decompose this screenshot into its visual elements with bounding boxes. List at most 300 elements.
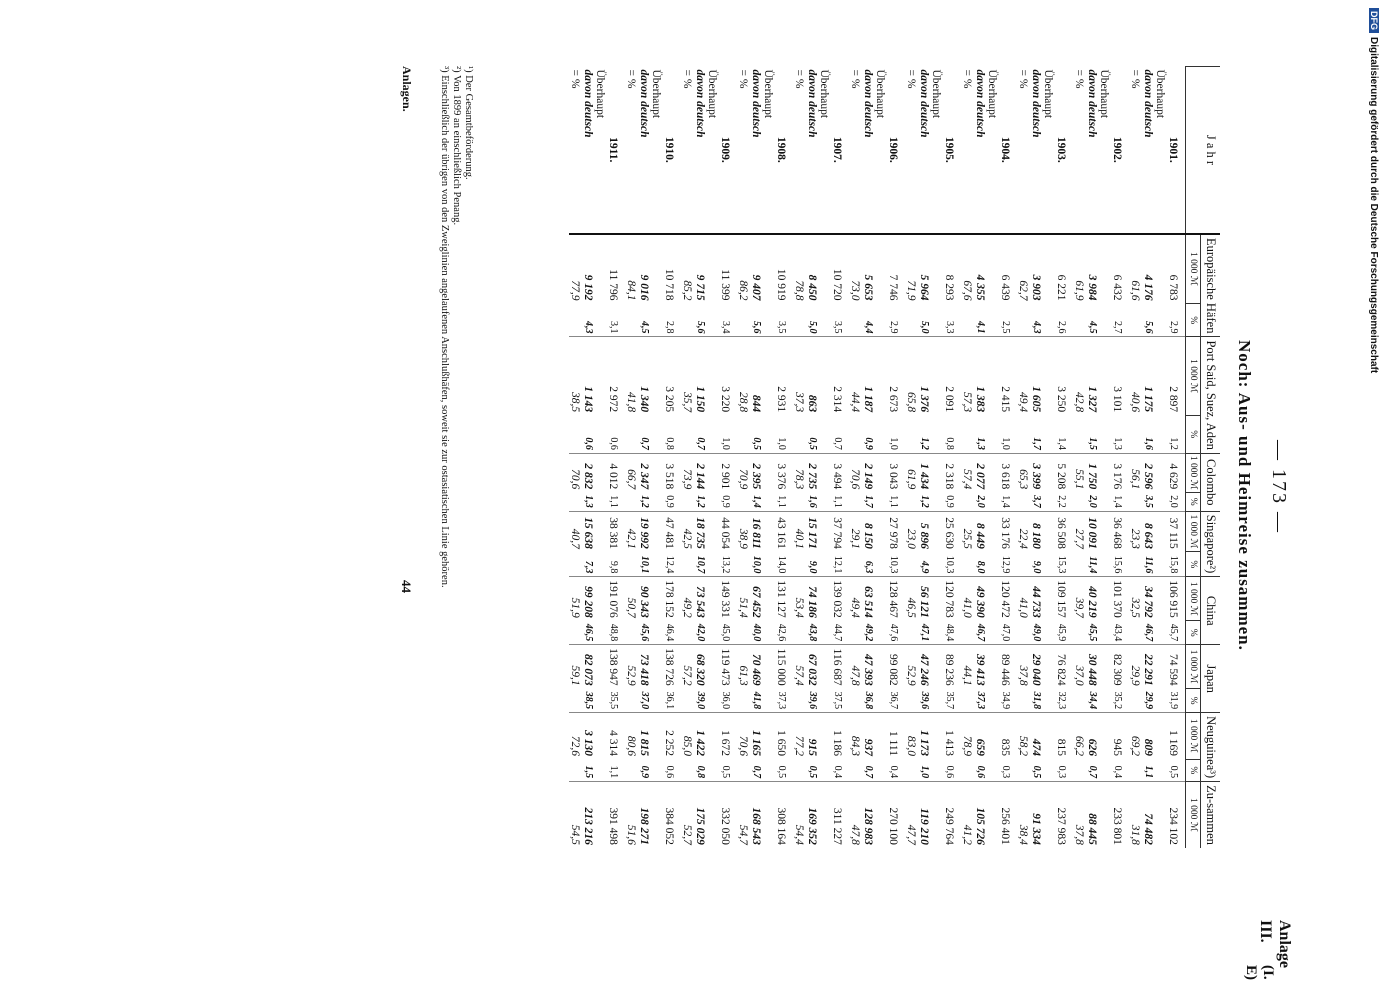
table-cell: 6 432 bbox=[1098, 234, 1129, 303]
table-cell: 27,7 bbox=[1073, 511, 1086, 552]
table-row bbox=[1017, 67, 1030, 848]
table-cell bbox=[961, 415, 974, 453]
footnote-2: ²) Von 1899 an einschließlich Penang. bbox=[451, 66, 462, 226]
table-cell: 2 931 bbox=[762, 337, 793, 415]
table-cell: 945 bbox=[1098, 713, 1129, 759]
table-cell: 25 630 bbox=[930, 511, 961, 552]
table-cell bbox=[1129, 621, 1142, 645]
table-cell: 1 413 bbox=[930, 713, 961, 759]
row-label bbox=[1086, 67, 1099, 235]
table-cell: 47,0 bbox=[1000, 623, 1011, 642]
row-label bbox=[849, 67, 862, 235]
table-cell bbox=[961, 303, 974, 336]
table-cell: 52,9 bbox=[905, 645, 918, 689]
table-cell: 30 448 bbox=[1086, 645, 1099, 689]
table-cell: 48,4 bbox=[944, 623, 955, 642]
table-cell: 47,8 bbox=[849, 645, 862, 689]
table-cell: 10,0 bbox=[751, 555, 762, 574]
table-cell: 41,8 bbox=[625, 337, 638, 415]
table-cell bbox=[905, 689, 918, 713]
table-cell: 49,2 bbox=[681, 577, 694, 621]
table-cell: 3 250 bbox=[1042, 337, 1073, 415]
table-cell: 4,5 bbox=[639, 320, 650, 334]
table-cell: 2 596 bbox=[1142, 453, 1155, 492]
row-label-text: Überhaupt bbox=[874, 69, 887, 119]
table-cell bbox=[1017, 552, 1030, 577]
table-cell bbox=[681, 689, 694, 713]
table-cell bbox=[1073, 415, 1086, 453]
row-label bbox=[1129, 67, 1142, 235]
row-label bbox=[582, 67, 595, 235]
table-cell bbox=[737, 689, 750, 713]
table-cell: 70,6 bbox=[849, 453, 862, 492]
table-cell: 76 824 bbox=[1042, 645, 1073, 689]
table-row bbox=[594, 67, 625, 848]
row-label bbox=[818, 67, 849, 235]
table-cell: 43,8 bbox=[807, 623, 818, 642]
table-cell: 82 309 bbox=[1098, 645, 1129, 689]
table-cell: 6 783 bbox=[1154, 234, 1186, 303]
table-cell bbox=[1073, 621, 1086, 645]
table-cell: 109 157 bbox=[1042, 577, 1073, 621]
table-cell: 2 735 bbox=[806, 453, 819, 492]
table-cell: 11,6 bbox=[1143, 556, 1154, 574]
table-cell: 0,4 bbox=[888, 765, 899, 779]
table-cell: 40,1 bbox=[793, 511, 806, 552]
table-cell: 13,2 bbox=[720, 555, 731, 574]
table-cell: 1,1 bbox=[776, 495, 787, 508]
table-cell: 3 043 bbox=[874, 453, 905, 492]
table-cell: 3 399 bbox=[1030, 453, 1043, 492]
table-cell: 1,6 bbox=[1143, 437, 1154, 450]
unit-percent: % bbox=[1186, 552, 1202, 577]
table-cell: 63 514 bbox=[862, 577, 875, 621]
table-cell: 4,3 bbox=[1031, 320, 1042, 334]
row-label-text: davon deutsch bbox=[1030, 69, 1042, 138]
table-cell: 91 334 bbox=[1030, 782, 1043, 848]
table-cell: 1 175 bbox=[1142, 337, 1155, 415]
table-cell: 3 903 bbox=[1030, 234, 1043, 303]
table-cell: 0,5 bbox=[807, 765, 818, 779]
table-cell: 52,9 bbox=[625, 645, 638, 689]
row-label-text: = % bbox=[905, 69, 918, 89]
table-cell: 12,4 bbox=[664, 555, 675, 574]
table-cell: 474 bbox=[1030, 713, 1043, 759]
table-cell: 49,0 bbox=[1031, 623, 1042, 642]
row-label bbox=[1042, 67, 1073, 235]
table-cell: 31,8 bbox=[1129, 782, 1142, 848]
footer-left: Anlagen. bbox=[400, 66, 414, 112]
year-label: 1907. bbox=[831, 136, 843, 163]
table-cell: 36,1 bbox=[664, 691, 675, 710]
table-row bbox=[793, 67, 806, 848]
table-cell: 10 919 bbox=[762, 234, 793, 303]
table-cell bbox=[905, 303, 918, 336]
table-cell: 815 bbox=[1042, 713, 1073, 759]
table-cell: 85,2 bbox=[681, 234, 694, 303]
table-cell: 43,4 bbox=[1112, 623, 1123, 642]
table-cell: 2,0 bbox=[1168, 495, 1179, 508]
table-cell: 37,0 bbox=[1073, 645, 1086, 689]
table-cell: 2,0 bbox=[1087, 495, 1098, 508]
table-cell: 57,4 bbox=[961, 453, 974, 492]
table-cell bbox=[793, 689, 806, 713]
table-cell: 138 726 bbox=[650, 645, 681, 689]
row-label bbox=[918, 67, 931, 235]
statistics-table bbox=[569, 66, 1220, 848]
table-cell: 2,5 bbox=[1000, 320, 1011, 334]
table-cell: 168 543 bbox=[750, 782, 763, 848]
table-cell bbox=[625, 415, 638, 453]
table-cell: 1 169 bbox=[1154, 713, 1186, 759]
row-label-text: davon deutsch bbox=[582, 69, 594, 138]
table-cell: 1,3 bbox=[1112, 437, 1123, 450]
row-label bbox=[905, 67, 918, 235]
row-label-text: Überhaupt bbox=[930, 69, 943, 119]
table-cell: 3 176 bbox=[1098, 453, 1129, 492]
row-label bbox=[638, 67, 651, 235]
table-cell: 1,2 bbox=[919, 437, 930, 450]
table-cell: 1 186 bbox=[818, 713, 849, 759]
year-label: 1908. bbox=[775, 136, 787, 163]
row-label-text: davon deutsch bbox=[1086, 69, 1098, 138]
table-cell: 10 091 bbox=[1086, 511, 1099, 552]
table-cell: 46,4 bbox=[664, 623, 675, 642]
table-cell: 3,4 bbox=[720, 320, 731, 334]
table-cell: 1,1 bbox=[832, 495, 843, 508]
table-row bbox=[874, 67, 905, 848]
year-label: 1909. bbox=[719, 136, 731, 163]
table-cell bbox=[905, 621, 918, 645]
rotated-content bbox=[111, 60, 1294, 980]
table-row bbox=[638, 67, 651, 848]
unit-value: 1 000 ℳ bbox=[1186, 453, 1202, 492]
table-cell: 66,7 bbox=[625, 453, 638, 492]
table-cell: 11 399 bbox=[706, 234, 737, 303]
table-cell: 3,1 bbox=[608, 320, 619, 334]
table-cell bbox=[681, 492, 694, 511]
table-cell: 1,4 bbox=[1056, 437, 1067, 450]
table-cell: 915 bbox=[806, 713, 819, 759]
table-cell: 237 983 bbox=[1042, 782, 1073, 848]
row-label-text: = % bbox=[569, 69, 582, 89]
table-cell: 54,4 bbox=[793, 782, 806, 848]
table-cell: 25,5 bbox=[961, 511, 974, 552]
table-cell bbox=[1017, 303, 1030, 336]
table-cell: 1,2 bbox=[639, 495, 650, 508]
table-cell: 1,2 bbox=[919, 495, 930, 508]
row-label bbox=[737, 67, 750, 235]
table-cell: 5 653 bbox=[862, 234, 875, 303]
table-cell: 37,0 bbox=[639, 691, 650, 710]
table-cell: 2 144 bbox=[694, 453, 707, 492]
table-cell: 68 320 bbox=[694, 645, 707, 689]
table-cell bbox=[849, 552, 862, 577]
table-cell: 51,6 bbox=[625, 782, 638, 848]
table-cell: 42,8 bbox=[1073, 337, 1086, 415]
table-cell: 120 472 bbox=[986, 577, 1017, 621]
row-label bbox=[806, 67, 819, 235]
table-cell: 3 494 bbox=[818, 453, 849, 492]
table-cell: 2 832 bbox=[582, 453, 595, 492]
table-cell: 4 176 bbox=[1142, 234, 1155, 303]
table-cell: 38,9 bbox=[737, 511, 750, 552]
table-cell: 138 947 bbox=[594, 645, 625, 689]
table-cell: 90 343 bbox=[638, 577, 651, 621]
row-label-text: Überhaupt bbox=[650, 69, 663, 119]
table-cell: 1,2 bbox=[1168, 437, 1179, 450]
table-cell: 2,9 bbox=[1168, 320, 1179, 334]
table-row bbox=[625, 67, 638, 848]
table-cell bbox=[961, 492, 974, 511]
table-cell: 86,2 bbox=[737, 234, 750, 303]
table-cell bbox=[849, 689, 862, 713]
dfg-logo-icon: DFG bbox=[1369, 8, 1379, 33]
table-cell: 73,0 bbox=[849, 234, 862, 303]
row-label bbox=[762, 67, 793, 235]
table-cell: 23,0 bbox=[905, 511, 918, 552]
table-cell: 37,3 bbox=[793, 337, 806, 415]
table-cell: 39 413 bbox=[974, 645, 987, 689]
table-cell: 191 076 bbox=[594, 577, 625, 621]
table-cell: 46,5 bbox=[905, 577, 918, 621]
row-label bbox=[1073, 67, 1086, 235]
unit-value: 1 000 ℳ bbox=[1186, 577, 1202, 621]
table-cell: 1,5 bbox=[1087, 437, 1098, 450]
table-cell: 44,1 bbox=[961, 645, 974, 689]
row-label-text: = % bbox=[625, 69, 638, 89]
table-cell: 1 143 bbox=[582, 337, 595, 415]
table-cell: 2,0 bbox=[975, 495, 986, 508]
table-cell: 89 236 bbox=[930, 645, 961, 689]
table-cell: 15,6 bbox=[1112, 555, 1123, 574]
table-cell: 4 012 bbox=[594, 453, 625, 492]
table-cell: 47 481 bbox=[650, 511, 681, 552]
table-cell: 29,9 bbox=[1129, 645, 1142, 689]
table-cell: 83,0 bbox=[905, 713, 918, 759]
table-cell: 0,9 bbox=[720, 495, 731, 508]
table-cell: 42,5 bbox=[681, 511, 694, 552]
table-cell: 1,7 bbox=[863, 495, 874, 508]
table-cell: 626 bbox=[1086, 713, 1099, 759]
table-cell: 2,2 bbox=[1056, 495, 1067, 508]
table-cell: 54,7 bbox=[737, 782, 750, 848]
unit-value: 1 000 ℳ bbox=[1186, 234, 1202, 303]
table-cell bbox=[569, 759, 582, 782]
table-cell bbox=[961, 621, 974, 645]
row-label-text: Überhaupt bbox=[818, 69, 831, 119]
table-cell: 44,7 bbox=[832, 623, 843, 642]
row-label-text: = % bbox=[793, 69, 806, 89]
table-cell: 66,2 bbox=[1073, 713, 1086, 759]
row-label bbox=[1030, 67, 1043, 235]
unit-percent: % bbox=[1186, 492, 1202, 511]
table-cell: 1,0 bbox=[888, 437, 899, 450]
column-header: Neuguinea³) bbox=[1201, 713, 1220, 782]
row-label bbox=[874, 67, 905, 235]
year-label: 1906. bbox=[887, 136, 899, 163]
table-cell: 0,6 bbox=[944, 765, 955, 779]
table-cell: 5,6 bbox=[695, 320, 706, 334]
table-cell: 37,8 bbox=[1073, 782, 1086, 848]
table-cell: 61,9 bbox=[905, 453, 918, 492]
table-cell: 659 bbox=[974, 713, 987, 759]
table-cell: 15 638 bbox=[582, 511, 595, 552]
table-cell bbox=[793, 303, 806, 336]
table-cell: 59,1 bbox=[569, 645, 582, 689]
table-cell: 36,8 bbox=[863, 691, 874, 710]
table-row bbox=[961, 67, 974, 848]
table-cell: 1,7 bbox=[1031, 437, 1042, 450]
table-cell: 3 518 bbox=[650, 453, 681, 492]
row-label-text: Überhaupt bbox=[986, 69, 999, 119]
table-cell: 1,4 bbox=[1000, 495, 1011, 508]
row-label-text: = % bbox=[681, 69, 694, 89]
table-cell: 835 bbox=[986, 713, 1017, 759]
unit-value: 1 000 ℳ bbox=[1186, 782, 1202, 848]
table-cell: 39,0 bbox=[695, 691, 706, 710]
table-row bbox=[1098, 67, 1129, 848]
column-header: China bbox=[1201, 577, 1220, 645]
table-cell bbox=[737, 303, 750, 336]
table-cell: 42,0 bbox=[695, 623, 706, 642]
table-cell bbox=[793, 415, 806, 453]
table-cell bbox=[849, 415, 862, 453]
table-cell: 14,0 bbox=[776, 555, 787, 574]
table-cell: 37,3 bbox=[975, 691, 986, 710]
table-row bbox=[1073, 67, 1086, 848]
table-cell: 10,3 bbox=[888, 555, 899, 574]
table-cell: 51,9 bbox=[569, 577, 582, 621]
table-cell bbox=[681, 303, 694, 336]
annex-line-2: (I. E) bbox=[1243, 965, 1276, 980]
row-label bbox=[1142, 67, 1155, 235]
table-cell: 0,5 bbox=[1168, 765, 1179, 779]
table-cell: 1 672 bbox=[706, 713, 737, 759]
row-label-text: Überhaupt bbox=[1042, 69, 1055, 119]
table-cell: 2,9 bbox=[888, 320, 899, 334]
table-cell: 1 434 bbox=[918, 453, 931, 492]
table-cell: 1 650 bbox=[762, 713, 793, 759]
table-cell: 1,0 bbox=[919, 765, 930, 779]
table-cell bbox=[1017, 492, 1030, 511]
table-cell: 22,4 bbox=[1017, 511, 1030, 552]
table-cell bbox=[1129, 492, 1142, 511]
table-cell: 40,0 bbox=[751, 623, 762, 642]
table-cell: 89 446 bbox=[986, 645, 1017, 689]
table-cell: 2 972 bbox=[594, 337, 625, 415]
table-cell: 0,7 bbox=[1087, 765, 1098, 779]
table-cell: 45,6 bbox=[639, 623, 650, 642]
table-cell bbox=[849, 759, 862, 782]
table-cell: 2 252 bbox=[650, 713, 681, 759]
table-cell: 9,8 bbox=[608, 560, 619, 574]
table-cell: 47,7 bbox=[905, 782, 918, 848]
table-cell: 54,5 bbox=[569, 782, 582, 848]
table-cell: 46,7 bbox=[1143, 623, 1154, 642]
table-cell: 1,1 bbox=[1143, 765, 1154, 779]
table-cell: 47,8 bbox=[849, 782, 862, 848]
table-cell: 57,3 bbox=[961, 337, 974, 415]
year-label: 1904. bbox=[999, 136, 1011, 163]
table-cell: 106 915 bbox=[1154, 577, 1186, 621]
table-row bbox=[862, 67, 875, 848]
table-cell: 119 473 bbox=[706, 645, 737, 689]
table-cell: 46,7 bbox=[975, 623, 986, 642]
table-cell: 0,8 bbox=[944, 437, 955, 450]
table-cell: 5,6 bbox=[751, 320, 762, 334]
table-cell: 11 796 bbox=[594, 234, 625, 303]
table-cell: 48,8 bbox=[608, 623, 619, 642]
table-cell bbox=[1073, 492, 1086, 511]
table-cell: 3 101 bbox=[1098, 337, 1129, 415]
table-cell: 234 102 bbox=[1154, 782, 1186, 848]
annex-line-1: Anlage III. bbox=[1257, 920, 1293, 968]
table-cell bbox=[793, 759, 806, 782]
table-cell: 32,3 bbox=[1056, 691, 1067, 710]
table-row bbox=[750, 67, 763, 848]
table-row bbox=[681, 67, 694, 848]
row-label bbox=[930, 67, 961, 235]
table-cell: 0,4 bbox=[832, 765, 843, 779]
table-cell bbox=[681, 415, 694, 453]
table-cell: 1,0 bbox=[776, 437, 787, 450]
table-cell bbox=[1129, 303, 1142, 336]
table-cell: 28,8 bbox=[737, 337, 750, 415]
table-cell: 55,1 bbox=[1073, 453, 1086, 492]
table-cell: 2 149 bbox=[862, 453, 875, 492]
table-cell: 70,9 bbox=[737, 453, 750, 492]
table-cell: 78,9 bbox=[961, 713, 974, 759]
table-cell: 120 783 bbox=[930, 577, 961, 621]
table-cell: 11,4 bbox=[1087, 556, 1098, 574]
table-cell: 1 150 bbox=[694, 337, 707, 415]
table-cell: 8 293 bbox=[930, 234, 961, 303]
table-cell: 74 186 bbox=[806, 577, 819, 621]
row-label bbox=[750, 67, 763, 235]
row-label bbox=[1098, 67, 1129, 235]
table-cell bbox=[961, 552, 974, 577]
table-cell: 67 032 bbox=[806, 645, 819, 689]
table-cell: 44 733 bbox=[1030, 577, 1043, 621]
unit-value: 1 000 ℳ bbox=[1186, 511, 1202, 552]
table-cell: 70,6 bbox=[737, 713, 750, 759]
table-cell: 0,9 bbox=[664, 495, 675, 508]
table-cell: 139 032 bbox=[818, 577, 849, 621]
year-label: 1903. bbox=[1055, 136, 1067, 163]
table-row bbox=[1086, 67, 1099, 848]
table-cell: 1 340 bbox=[638, 337, 651, 415]
row-label bbox=[793, 67, 806, 235]
table-cell: 6 439 bbox=[986, 234, 1017, 303]
table-cell: 105 726 bbox=[974, 782, 987, 848]
row-label-text: Überhaupt bbox=[1098, 69, 1111, 119]
table-cell: 8 180 bbox=[1030, 511, 1043, 552]
table-cell: 49 390 bbox=[974, 577, 987, 621]
row-label bbox=[1017, 67, 1030, 235]
table-cell bbox=[1017, 759, 1030, 782]
table-cell: 1 422 bbox=[694, 713, 707, 759]
row-label bbox=[625, 67, 638, 235]
table-cell bbox=[625, 759, 638, 782]
table-cell: 50,7 bbox=[625, 577, 638, 621]
table-cell: 8,0 bbox=[975, 560, 986, 574]
table-cell: 37 115 bbox=[1154, 511, 1186, 552]
table-cell: 2,7 bbox=[1112, 320, 1123, 334]
column-header: Europäische Häfen bbox=[1201, 234, 1220, 337]
table-cell bbox=[905, 552, 918, 577]
footnotes bbox=[438, 66, 474, 588]
